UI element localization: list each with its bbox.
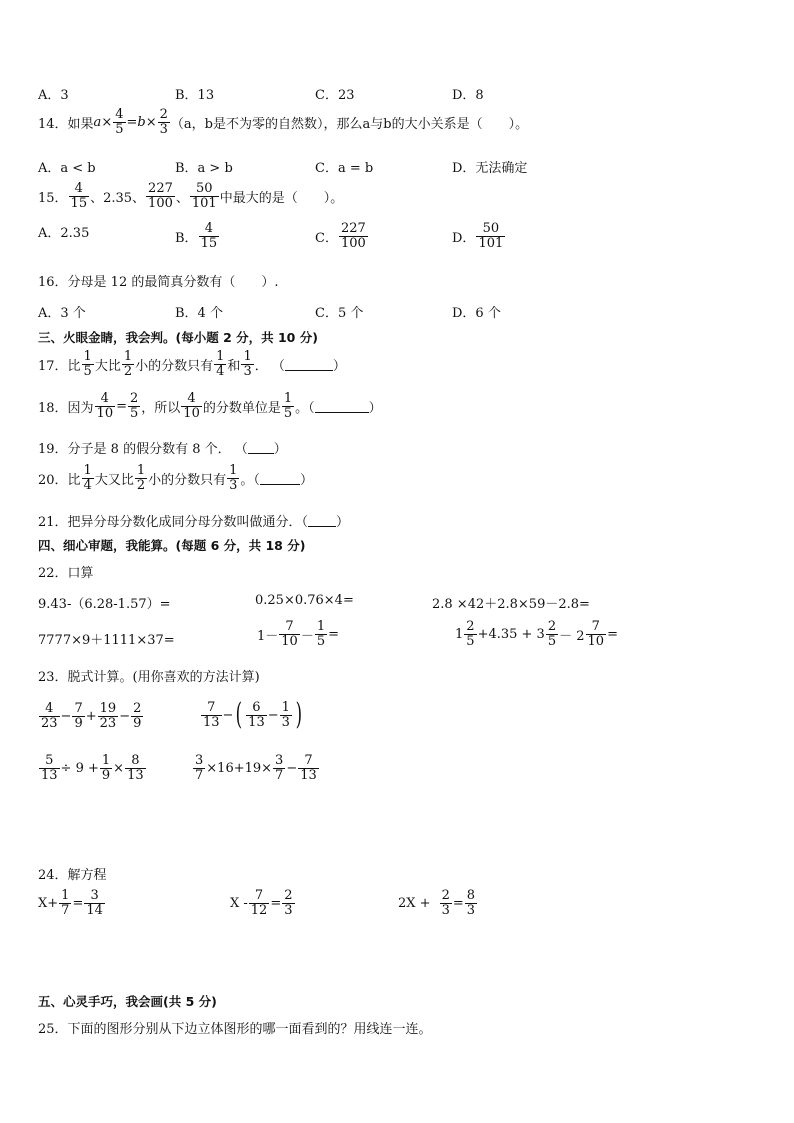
fraction: $\frac{1}{3}$ xyxy=(243,349,252,379)
oral-calc-3: 2.8 ×42＋2.8×59－2.8= xyxy=(432,597,590,612)
answer-blank[interactable] xyxy=(308,514,336,527)
option-b: B．13 xyxy=(175,88,215,103)
oral-calc-4: 7777×9＋1111×37= xyxy=(38,633,175,648)
fraction: $\frac{2}{3}$ xyxy=(159,107,168,137)
question-19: 19．分子是 8 的假分数有 8 个． （ ） xyxy=(38,442,287,457)
oral-calc-6: 1 $\frac{2}{5}$ +4.35 + 3 $\frac{2}{5}$ － 2 $\frac{7}{10}$ = xyxy=(455,619,618,649)
fraction: $\frac{2}{9}$ xyxy=(133,701,142,731)
option-c: C． $\frac{227}{100}$ xyxy=(315,221,366,251)
equation-1: X+ $\frac{1}{7}$ = $\frac{3}{14}$ xyxy=(38,888,103,918)
equation-2: X - $\frac{7}{12}$ = $\frac{2}{3}$ xyxy=(230,888,293,918)
var-b: b xyxy=(137,114,146,130)
fraction: $\frac{8}{13}$ xyxy=(127,753,144,783)
section-heading-3: 三、火眼金睛，我会判。(每小题 2 分，共 10 分) xyxy=(38,330,318,345)
fraction: $\frac{5}{13}$ xyxy=(41,753,58,783)
equation-3: 2X + $\frac{2}{3}$ = $\frac{8}{3}$ xyxy=(398,888,476,918)
fraction: $\frac{19}{23}$ xyxy=(99,701,117,731)
fraction: $\frac{3}{14}$ xyxy=(86,888,103,918)
question-14 xyxy=(38,108,528,136)
calc-23d: $\frac{3}{7}$ ×16+19× $\frac{3}{7}$ − $\frac{7}{13}$ xyxy=(195,753,317,783)
oral-calc-5: 1－ $\frac{7}{10}$ － $\frac{1}{5}$ = xyxy=(257,619,340,649)
options-15 xyxy=(38,222,89,241)
calc-23a: $\frac{4}{23}$ − $\frac{7}{9}$ + $\frac{19}{23}$ − $\frac{2}{9}$ xyxy=(41,701,142,731)
fraction: $\frac{3}{7}$ xyxy=(195,753,204,783)
fraction: $\frac{3}{7}$ xyxy=(275,753,284,783)
question-23-title: 23．脱式计算。(用你喜欢的方法计算) xyxy=(38,670,260,685)
fraction: $\frac{4}{15}$ xyxy=(200,221,218,251)
fraction: $\frac{7}{9}$ xyxy=(74,701,83,731)
left-paren: ( xyxy=(236,697,243,732)
question-18: 18．因为 $\frac{4}{10}$ = $\frac{2}{5}$ ，所以 $\frac{4}{10}$ 的分数单位是 $\frac{1}{5}$ 。（ ） xyxy=(38,391,382,421)
fraction: $\frac{1}{5}$ xyxy=(316,619,326,649)
question-20: 20．比 $\frac{1}{4}$ 大又比 $\frac{1}{2}$ 小的分数只有 $\frac{1}{3}$ 。（ ） xyxy=(38,463,313,493)
equals-sign: = xyxy=(126,114,138,130)
option-d: D．6 个 xyxy=(452,306,501,321)
question-24-title: 24．解方程 xyxy=(38,868,107,883)
option-d: D．8 xyxy=(452,88,484,103)
fraction: $\frac{7}{13}$ xyxy=(203,699,220,730)
question-number: 14．如果 xyxy=(38,116,94,132)
oral-calc-1: 9.43-（6.28-1.57）= xyxy=(38,597,171,612)
option-c: C．23 xyxy=(315,88,355,103)
fraction: $\frac{1}{7}$ xyxy=(61,888,70,918)
fraction: $\frac{8}{3}$ xyxy=(466,888,476,918)
option-a: A．3 xyxy=(38,88,69,103)
answer-blank[interactable] xyxy=(285,358,333,371)
fraction: $\frac{7}{10}$ xyxy=(281,619,298,649)
text: 、2.35、 xyxy=(90,190,146,206)
question-15 xyxy=(38,182,343,210)
section-heading-4: 四、细心审题，我能算。(每题 6 分，共 18 分) xyxy=(38,538,306,553)
question-17: 17．比 $\frac{1}{5}$ 大比 $\frac{1}{2}$ 小的分数只有 $\frac{1}{4}$ 和 $\frac{1}{3}$ ． （ ） xyxy=(38,349,346,379)
fraction: $\frac{4}{10}$ xyxy=(96,391,114,421)
option-a: A．2.35 xyxy=(38,226,90,241)
fraction: $\frac{2}{5}$ xyxy=(130,391,139,421)
fraction: $\frac{1}{3}$ xyxy=(229,463,238,493)
fraction: $\frac{1}{4}$ xyxy=(83,463,92,493)
text: 、 xyxy=(175,190,189,206)
fraction: $\frac{1}{9}$ xyxy=(101,753,111,783)
option-d: D． $\frac{50}{101}$ xyxy=(452,221,504,251)
answer-blank[interactable] xyxy=(248,441,274,454)
fraction: $\frac{7}{13}$ xyxy=(300,753,317,783)
answer-blank[interactable] xyxy=(260,472,300,485)
fraction: $\frac{6}{13}$ xyxy=(248,699,265,730)
fraction: $\frac{7}{10}$ xyxy=(587,619,605,649)
fraction: $\frac{1}{5}$ xyxy=(283,391,293,421)
question-number: 15． xyxy=(38,190,68,206)
fraction: $\frac{2}{5}$ xyxy=(547,619,557,649)
option-b: B．4 个 xyxy=(175,306,223,321)
calc-23c: $\frac{5}{13}$ ÷ 9 + $\frac{1}{9}$ × $\frac{8}{13}$ xyxy=(41,753,144,783)
option-c: C．a = b xyxy=(315,161,374,176)
fraction: $\frac{2}{5}$ xyxy=(466,619,475,649)
answer-blank[interactable] xyxy=(315,400,369,413)
option-b: B． $\frac{4}{15}$ xyxy=(175,221,218,251)
question-21: 21．把异分母分数化成同分母分数叫做通分．（ ） xyxy=(38,515,350,530)
option-a: A．a < b xyxy=(38,161,96,176)
fraction: $\frac{50}{101}$ xyxy=(478,221,504,251)
fraction: $\frac{7}{12}$ xyxy=(250,888,268,918)
question-text: 中最大的是（ ）。 xyxy=(219,190,344,206)
option-c: C．5 个 xyxy=(315,306,364,321)
fraction: $\frac{1}{2}$ xyxy=(136,463,146,493)
option-b: B．a > b xyxy=(175,161,233,176)
fraction: $\frac{2}{3}$ xyxy=(284,888,293,918)
times-sign: × xyxy=(145,114,157,130)
fraction: $\frac{227}{100}$ xyxy=(148,181,173,211)
fraction: $\frac{4}{15}$ xyxy=(70,181,88,211)
fraction: $\frac{4}{5}$ xyxy=(115,107,124,137)
question-16: 16．分母是 12 的最简真分数有（ ）. xyxy=(38,275,279,290)
times-sign: × xyxy=(101,114,113,130)
var-a: a xyxy=(93,114,102,130)
option-d: D．无法确定 xyxy=(452,161,528,176)
fraction: $\frac{1}{4}$ xyxy=(216,349,225,379)
option-a: A．3 个 xyxy=(38,306,86,321)
right-paren: ) xyxy=(295,697,302,732)
fraction: $\frac{4}{10}$ xyxy=(183,391,200,421)
fraction: $\frac{227}{100}$ xyxy=(340,221,366,251)
question-text: （a，b是不为零的自然数），那么a与b的大小关系是（ ）。 xyxy=(170,116,529,132)
oral-calc-2: 0.25×0.76×4= xyxy=(255,593,354,608)
question-22-title: 22．口算 xyxy=(38,566,94,581)
fraction: $\frac{4}{23}$ xyxy=(41,701,58,731)
fraction: $\frac{50}{101}$ xyxy=(191,181,217,211)
calc-23b: $\frac{7}{13}$ − ( $\frac{6}{13}$ − $\frac{1}{3}$ ) xyxy=(203,697,302,732)
fraction: $\frac{1}{3}$ xyxy=(281,699,290,730)
fraction: $\frac{1}{2}$ xyxy=(123,349,133,379)
fraction: $\frac{1}{5}$ xyxy=(83,349,92,379)
question-25: 25．下面的图形分别从下边立体图形的哪一面看到的？用线连一连。 xyxy=(38,1022,432,1037)
fraction: $\frac{2}{3}$ xyxy=(441,888,450,918)
section-heading-5: 五、心灵手巧，我会画(共 5 分) xyxy=(38,994,217,1009)
